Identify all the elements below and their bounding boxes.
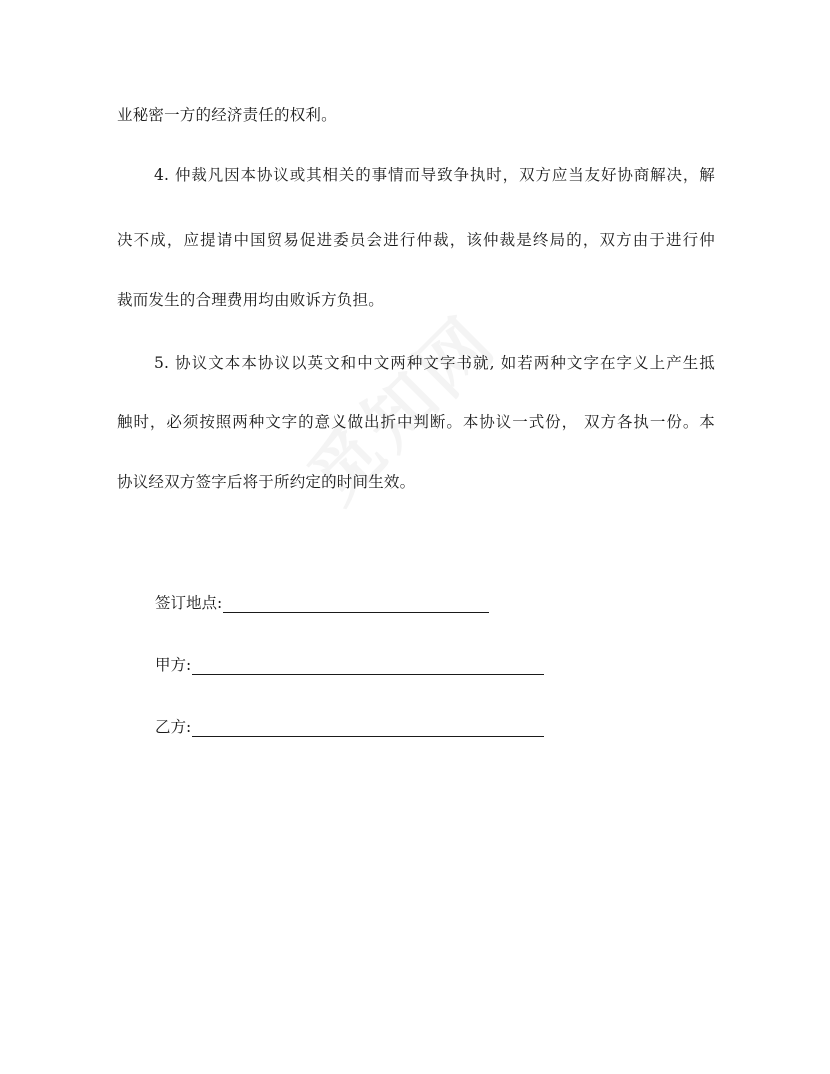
clause-5-line-3: 协议经双方签字后将于所约定的时间生效。 <box>117 473 416 491</box>
clause-4-line-1: 4. 仲裁凡因本协议或其相关的事情而导致争执时，双方应当友好协商解决，解 <box>154 166 715 184</box>
clause-5-line-1: 5. 协议文本本协议以英文和中文两种文字书就, 如若两种文字在字义上产生抵 <box>154 354 715 372</box>
party-a-label: 甲方: <box>155 656 192 674</box>
signing-location-field[interactable] <box>155 593 489 613</box>
clause-4-line-2: 决不成，应提请中国贸易促进委员会进行仲裁，该仲裁是终局的，双方由于进行仲 <box>117 231 715 249</box>
signing-location-blank[interactable] <box>223 597 489 613</box>
clause-4-line-3: 裁而发生的合理费用均由败诉方负担。 <box>117 291 384 309</box>
party-a-field[interactable] <box>155 655 544 675</box>
party-b-blank[interactable] <box>192 721 544 737</box>
clause-5-line-2: 触时，必须按照两种文字的意义做出折中判断。本协议一式份， 双方各执一份。本 <box>117 413 715 431</box>
party-b-label: 乙方: <box>155 718 192 736</box>
party-a-blank[interactable] <box>192 659 544 675</box>
party-b-field[interactable] <box>155 717 544 737</box>
paragraph-line-1: 业秘密一方的经济责任的权利。 <box>117 106 337 124</box>
signing-location-label: 签订地点: <box>155 594 223 612</box>
